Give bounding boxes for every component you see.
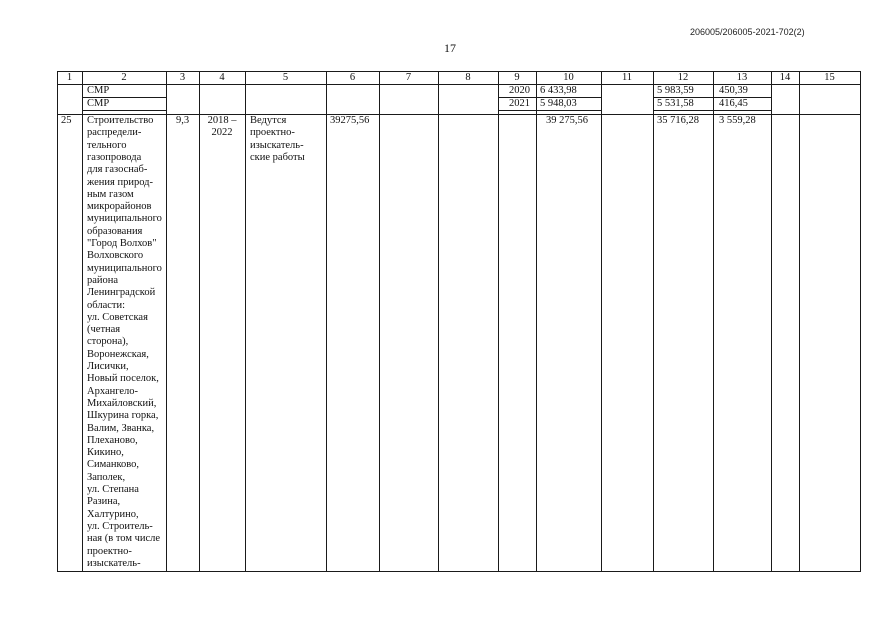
column-rule — [57, 71, 58, 572]
column-rule — [326, 71, 327, 572]
cell-object-name-line: изыскатель- — [87, 557, 141, 569]
cell-object-name-line: газопровода — [87, 151, 142, 163]
column-header: 6 — [349, 72, 356, 83]
cell-object-name-line: распредели- — [87, 127, 142, 139]
cell-object-name-line: жения природ- — [87, 176, 153, 188]
cell-object-name-line: для газоснаб- — [87, 164, 148, 176]
cell-object-name-line: Ленинградской — [87, 287, 156, 299]
cell-object-name-line: Кикино, — [87, 447, 124, 459]
column-rule — [82, 71, 83, 572]
table-border-bottom — [57, 571, 860, 572]
cell-period-line: 2018 – — [207, 115, 237, 126]
cell-object-name-line: Симанково, — [87, 459, 140, 471]
cell-amount-federal: 35 716,28 — [657, 115, 699, 126]
cell-object-name-line: Воронежская, — [87, 348, 149, 360]
cell-amount-federal: 5 531,58 — [657, 98, 694, 109]
cell-status-line: проектно- — [250, 127, 295, 139]
cell-amount-regional: 416,45 — [719, 98, 748, 109]
cell-object-name-line: Михайловский, — [87, 397, 157, 409]
cell-object-name-line: Заполек, — [87, 471, 126, 483]
cell-amount-regional: 3 559,28 — [719, 115, 756, 126]
cell-amount-total: 5 948,03 — [540, 98, 577, 109]
cell-object-name-line: ул. Строитель- — [87, 520, 153, 532]
cell-amount-regional: 450,39 — [719, 85, 748, 96]
cell-object-name-line: Строительство — [87, 115, 154, 126]
column-header: 14 — [779, 72, 791, 83]
cell-object-name-line: микрорайонов — [87, 201, 152, 213]
cell-object-name-line: Шкурина горка, — [87, 410, 159, 422]
column-header: 12 — [677, 72, 689, 83]
cell-row-number: 25 — [61, 115, 72, 126]
page-number: 17 — [444, 41, 456, 55]
cell-amount-federal: 5 983,59 — [657, 85, 694, 96]
cell-object-name-line: образования — [87, 225, 143, 237]
cell-object-name-line: ул. Советская — [87, 311, 148, 323]
cell-object-name-line: ная (в том числе — [87, 533, 161, 545]
column-rule — [438, 71, 439, 572]
column-header: 4 — [219, 72, 225, 83]
column-rule — [199, 71, 200, 572]
cell-object-name-line: муниципального — [87, 213, 162, 225]
cell-object-name-line: ул. Степана — [87, 484, 139, 495]
column-rule — [771, 71, 772, 572]
column-header: 8 — [465, 72, 471, 83]
cell-object-name-line: проектно- — [87, 545, 132, 557]
cell-object-name-line: Волховского — [87, 250, 144, 262]
column-rule — [379, 71, 380, 572]
cell-object-name-line: "Город Волхов" — [87, 238, 157, 249]
cell-object-name-line: (четная — [87, 324, 121, 336]
column-rule — [860, 71, 861, 572]
cell-length: 9,3 — [175, 115, 190, 126]
column-rule — [166, 71, 167, 572]
cell-status-line: ские работы — [250, 151, 305, 163]
column-rule — [653, 71, 654, 572]
column-rule — [536, 71, 537, 572]
cell-work-type: СМР — [87, 85, 110, 96]
cell-object-name-line: области: — [87, 299, 126, 311]
column-header: 5 — [282, 72, 289, 83]
cell-estimated-cost: 39275,56 — [330, 115, 370, 126]
column-header: 9 — [514, 72, 520, 83]
cell-object-name-line: тельного — [87, 139, 127, 151]
column-header: 15 — [824, 72, 835, 83]
column-header: 11 — [621, 72, 633, 83]
cell-object-name-line: сторона), — [87, 336, 129, 348]
column-rule — [601, 71, 602, 572]
cell-object-name-line: ным газом — [87, 188, 134, 200]
column-header: 3 — [179, 72, 186, 83]
cell-year: 2021 — [509, 98, 530, 109]
column-header: 1 — [66, 72, 73, 83]
cell-object-name-line: Плеханово, — [87, 434, 138, 446]
cell-object-name-line: Халтурино, — [87, 508, 139, 520]
cell-work-type: СМР — [87, 98, 110, 109]
document-number: 206005/206005-2021-702(2) — [690, 27, 805, 37]
cell-year: 2020 — [509, 85, 530, 96]
cell-period-line: 2022 — [211, 127, 233, 139]
cell-amount-total: 6 433,98 — [540, 85, 577, 96]
column-rule — [799, 71, 800, 572]
column-rule — [245, 71, 246, 572]
cell-object-name-line: Разина, — [87, 496, 121, 508]
cell-object-name-line: Лисички, — [87, 361, 129, 372]
cell-object-name-line: Валим, Званка, — [87, 422, 155, 434]
cell-object-name-line: района — [87, 274, 119, 286]
cell-object-name-line: муниципального — [87, 262, 162, 274]
cell-amount-total: 39 275,56 — [546, 115, 588, 126]
column-rule — [498, 71, 499, 572]
cell-status-line: изыскатель- — [250, 139, 304, 151]
column-rule — [713, 71, 714, 572]
cell-object-name-line: Новый поселок, — [87, 373, 159, 385]
cell-status-line: Ведутся — [250, 115, 287, 126]
column-header: 13 — [736, 72, 748, 83]
cell-object-name-line: Архангело- — [87, 385, 139, 397]
column-header: 2 — [121, 72, 127, 83]
column-header: 10 — [563, 72, 574, 83]
column-header: 7 — [405, 72, 412, 83]
